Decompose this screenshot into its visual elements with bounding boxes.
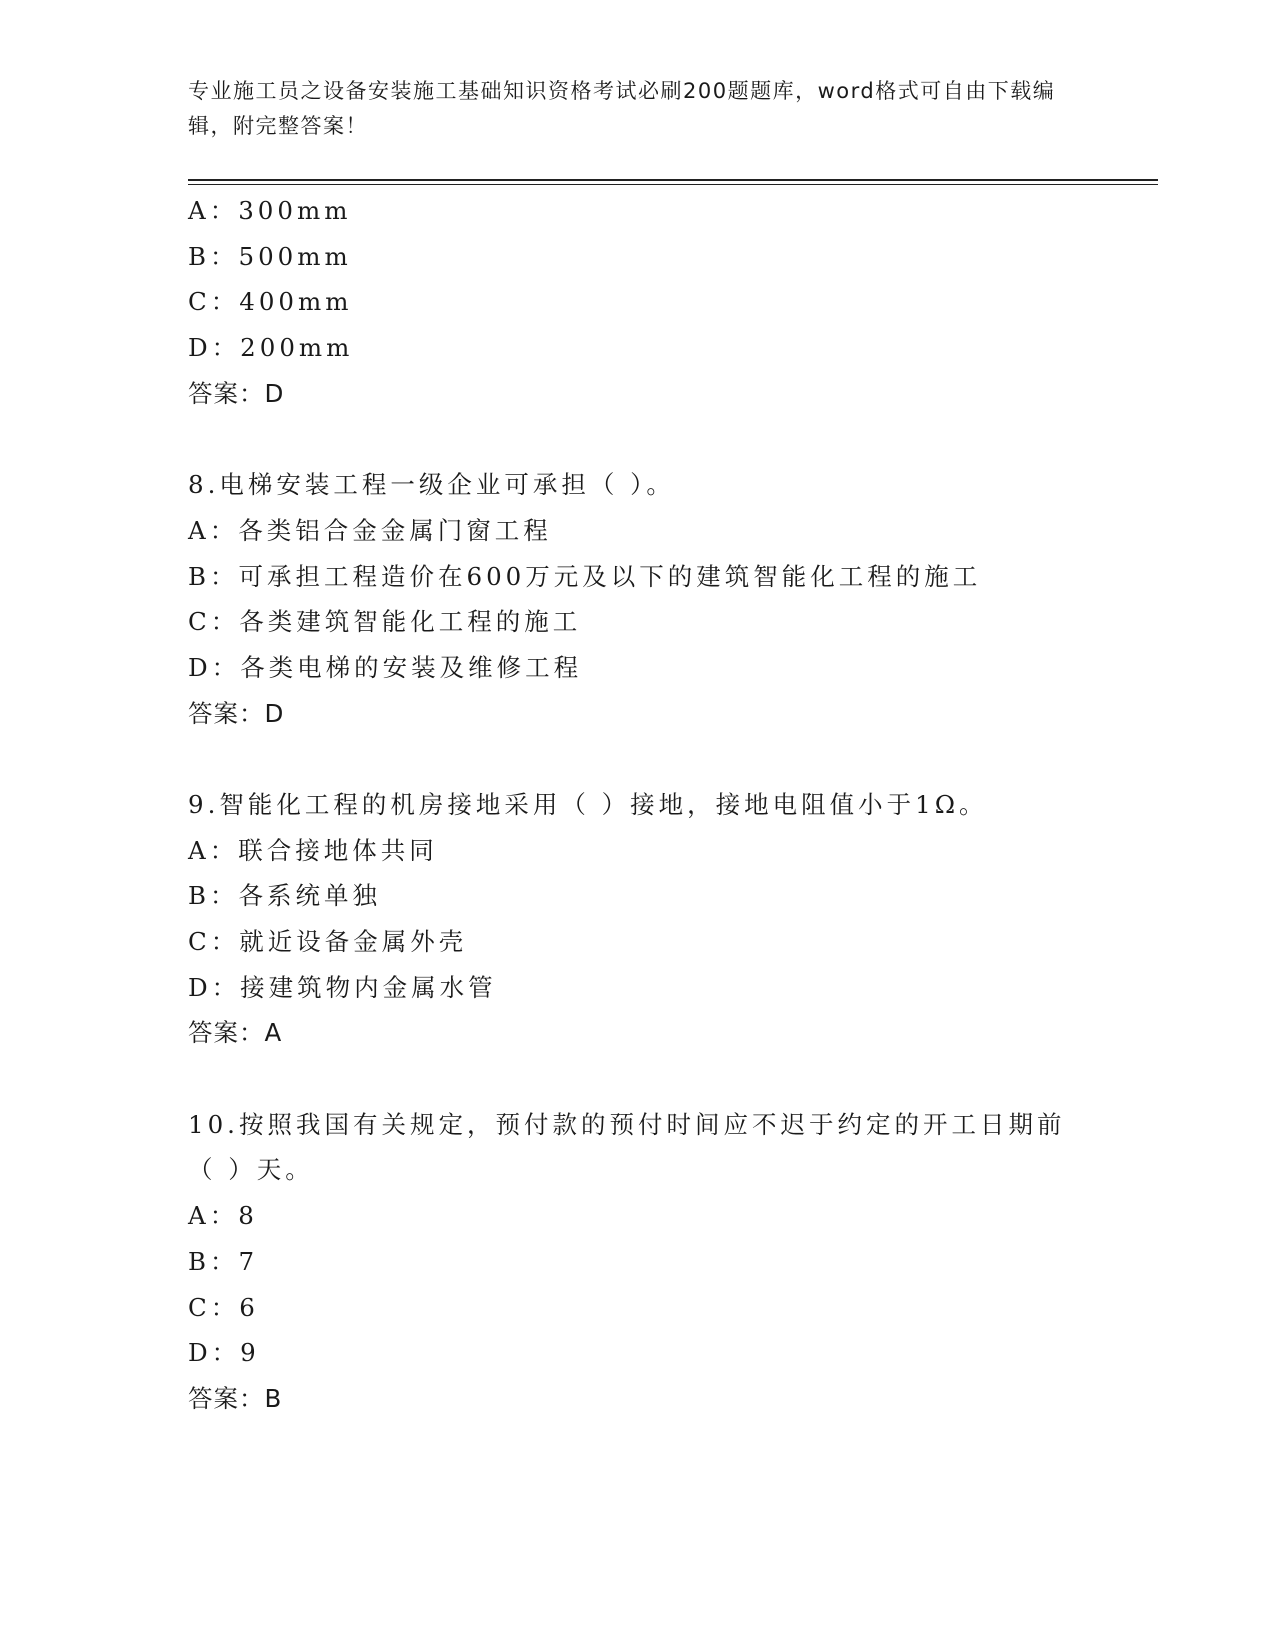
document-header: 专业施工员之设备安装施工基础知识资格考试必刷200题题库，word格式可自由下载编辑，附完整答案！ [188,79,1056,138]
option-d: D：9 [188,1338,260,1368]
option-a: A：300mm [188,196,352,225]
option-d: D：接建筑物内金属水管 [188,972,497,1002]
question-text: 8.电梯安装工程一级企业可承担（ ）。 [188,470,675,500]
option-b: B：500mm [188,241,352,271]
option-c: C：400mm [188,287,353,317]
header-divider-thick [188,179,1158,181]
answer-line: 答案：D [188,698,285,728]
option-c: C：6 [188,1292,259,1322]
question-block-9 [188,782,1128,1056]
answer-line: 答案：A [188,1018,283,1048]
header-divider-thin [188,184,1158,185]
option-c: C：各类建筑智能化工程的施工 [188,607,582,637]
option-a: A：各类铝合金金属门窗工程 [188,515,552,545]
question-list [188,188,1128,1422]
option-d: D：各类电梯的安装及维修工程 [188,652,583,682]
option-b: B：可承担工程造价在600万元及以下的建筑智能化工程的施工 [188,561,982,591]
question-text-line-2: （ ）天。 [188,1155,314,1185]
question-text-line-1: 10.按照我国有关规定，预付款的预付时间应不迟于约定的开工日期前 [188,1109,1066,1139]
answer-line: 答案：D [188,378,285,408]
question-block-8 [188,462,1128,736]
option-c: C：就近设备金属外壳 [188,927,468,956]
option-b: B：7 [188,1246,259,1276]
option-a: A：8 [188,1201,258,1231]
question-text: 9.智能化工程的机房接地采用（ ）接地，接地电阻值小于1Ω。 [188,789,988,819]
option-a: A：联合接地体共同 [188,835,438,865]
option-d: D：200mm [188,333,354,363]
question-block-10 [188,1102,1128,1422]
question-block-partial [188,188,1128,416]
option-b: B：各系统单独 [188,881,382,911]
answer-line: 答案：B [188,1383,283,1413]
